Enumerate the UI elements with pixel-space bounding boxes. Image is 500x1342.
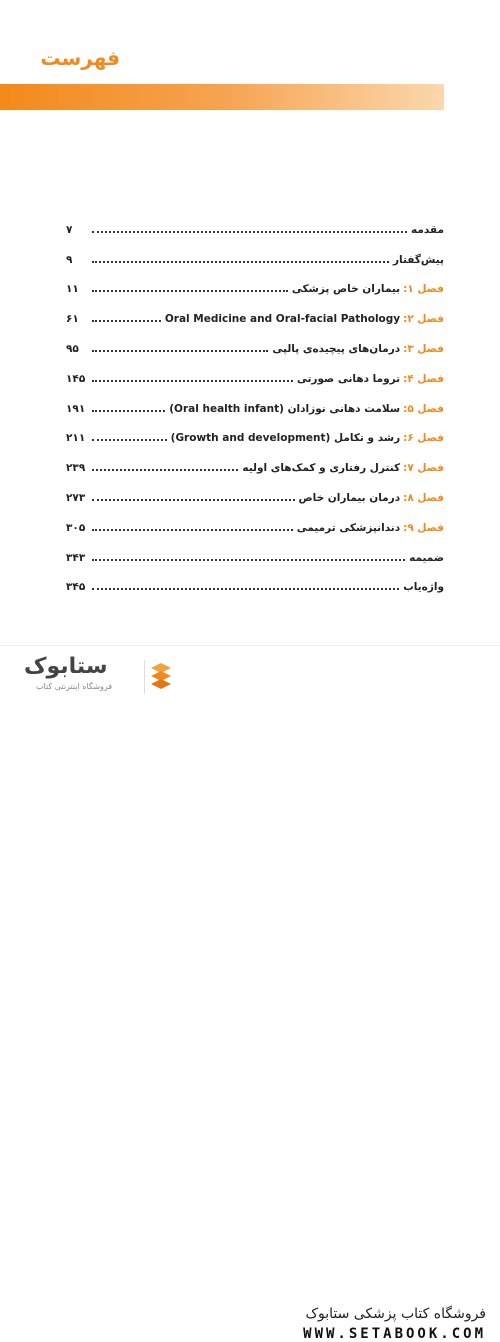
- toc-entry-title: بیماران خاص پزشکی: [291, 283, 401, 296]
- page-number: ۱۹۱: [66, 402, 86, 415]
- dot-leader: [92, 231, 407, 233]
- logo-subtitle: فروشگاه اینترنتی کتاب: [36, 682, 113, 691]
- page-number: ۲۱۱: [66, 432, 86, 445]
- header-bar: [0, 84, 444, 110]
- toc-entry-label: [292, 283, 444, 295]
- toc-row[interactable]: [66, 543, 444, 573]
- toc-entry-title: کنترل رفتاری و کمک‌های اولیه: [242, 462, 401, 475]
- toc-entry-label: [393, 254, 444, 266]
- page-number: ۲۷۳: [66, 492, 86, 505]
- toc-row[interactable]: [66, 394, 444, 424]
- page-number: ۱۴۵: [66, 372, 86, 385]
- chapter-number: فصل ۵:: [403, 402, 444, 415]
- dot-leader: [92, 439, 167, 441]
- page-title: فهرست: [40, 46, 120, 70]
- dot-leader: [92, 529, 293, 531]
- footer: [0, 645, 500, 1342]
- toc-entry-title: ضمیمه: [409, 551, 444, 564]
- toc-entry-label: [411, 224, 444, 236]
- toc-entry-label: [169, 403, 444, 415]
- dot-leader: [92, 350, 268, 352]
- dot-leader: [92, 499, 295, 501]
- dot-leader: [92, 559, 405, 561]
- toc-entry-title: درمان‌های پیچیده‌ی پالپی: [272, 343, 401, 356]
- chapter-number: فصل ۲:: [403, 313, 444, 326]
- toc-row[interactable]: [66, 304, 444, 334]
- toc-row[interactable]: [66, 334, 444, 364]
- dot-leader: [92, 588, 399, 590]
- chapter-number: فصل ۷:: [403, 462, 444, 475]
- table-of-contents: [66, 215, 444, 602]
- toc-entry-title: درمان بیماران خاص: [298, 492, 401, 505]
- toc-row[interactable]: [66, 215, 444, 245]
- toc-entry-label: [242, 462, 444, 474]
- toc-row[interactable]: [66, 275, 444, 305]
- logo-text: ستابوک: [24, 654, 108, 679]
- toc-entry-title: سلامت دهانی نوزادان (Oral health infant): [169, 402, 401, 415]
- page-number: ۹۵: [66, 343, 79, 356]
- dot-leader: [92, 410, 165, 412]
- toc-row[interactable]: [66, 483, 444, 513]
- page-number: ۱۱: [66, 283, 79, 296]
- toc-entry-label: [409, 552, 444, 564]
- toc-entry-title: مقدمه: [411, 223, 444, 236]
- chapter-number: فصل ۴:: [403, 372, 444, 385]
- toc-entry-label: [272, 343, 444, 355]
- book-stack-icon: [150, 660, 172, 694]
- toc-entry-title: رشد و تکامل (Growth and development): [170, 432, 401, 445]
- logo-divider: [144, 660, 145, 694]
- toc-entry-label: [403, 581, 444, 593]
- toc-entry-title: دندانپزشکی ترمیمی: [296, 521, 401, 534]
- toc-entry-label: [171, 432, 444, 444]
- toc-row[interactable]: [66, 424, 444, 454]
- toc-row[interactable]: [66, 573, 444, 603]
- toc-entry-title: تروما دهانی صورتی: [296, 372, 401, 385]
- toc-row[interactable]: [66, 513, 444, 543]
- page-number: ۶۱: [66, 313, 79, 326]
- toc-entry-label: [297, 522, 444, 534]
- chapter-number: فصل ۹:: [403, 521, 444, 534]
- dot-leader: [92, 320, 161, 322]
- chapter-number: فصل ۸:: [403, 492, 444, 505]
- page-number: ۹: [66, 253, 73, 266]
- toc-entry-title: Oral Medicine and Oral-facial Pathology: [164, 313, 401, 326]
- toc-entry-title: پیش‌گفتار: [392, 253, 444, 266]
- toc-entry-label: [299, 492, 444, 504]
- book-page: [0, 0, 500, 645]
- chapter-number: فصل ۱:: [403, 283, 444, 296]
- page-number: ۲۳۹: [66, 462, 86, 475]
- page-number: ۳۴۳: [66, 551, 86, 564]
- toc-entry-title: واژه‌یاب: [403, 581, 444, 594]
- dot-leader: [92, 380, 293, 382]
- dot-leader: [92, 261, 389, 263]
- chapter-number: فصل ۶:: [403, 432, 444, 445]
- store-name: فروشگاه کتاب پزشکی ستابوک: [305, 1306, 486, 1322]
- page-number: ۳۰۵: [66, 521, 86, 534]
- store-url[interactable]: WWW.SETABOOK.COM: [303, 1326, 486, 1342]
- dot-leader: [92, 290, 288, 292]
- chapter-number: فصل ۳:: [403, 343, 444, 356]
- toc-entry-label: [165, 313, 444, 325]
- store-logo[interactable]: [8, 654, 168, 696]
- toc-row[interactable]: [66, 364, 444, 394]
- page-number: ۷: [66, 223, 73, 236]
- toc-row[interactable]: [66, 453, 444, 483]
- toc-row[interactable]: [66, 245, 444, 275]
- page-number: ۳۴۵: [66, 581, 86, 594]
- dot-leader: [92, 469, 238, 471]
- toc-entry-label: [297, 373, 444, 385]
